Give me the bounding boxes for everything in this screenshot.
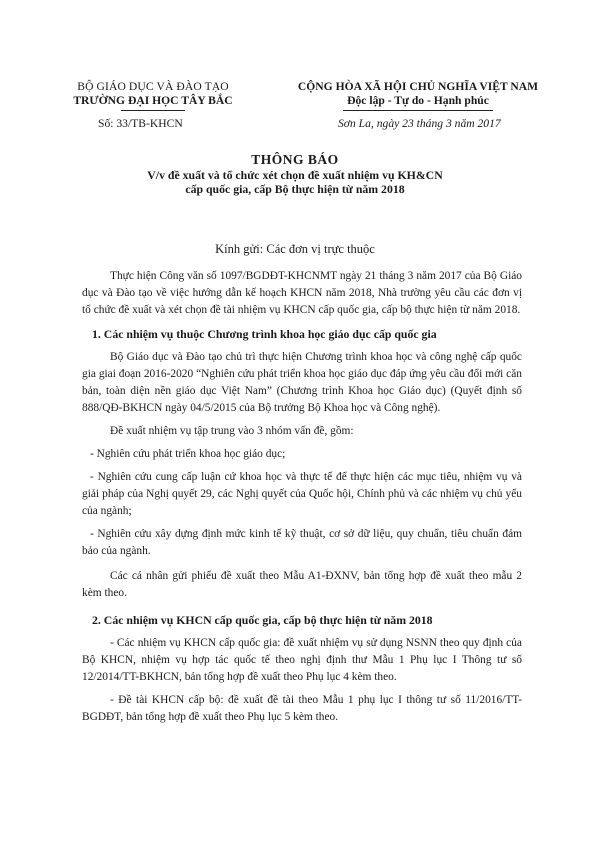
section-2-paragraph-1: - Các nhiệm vụ KHCN cấp quốc gia: đề xuất nhiệm vụ sử dụng NSNN theo quy định của Bộ KHCN, nhiệm vụ hợp tác quốc tế theo nghị định thư Mẫu 1 Phụ lục I Thông tư số 12/2014/TT-BKHCN, bản tổng hợp đề xuất theo Phụ lục 4 kèm theo. <box>82 637 522 683</box>
section-1-paragraph-2: Đề xuất nhiệm vụ tập trung vào 3 nhóm vấn đề, gồm: <box>110 425 354 437</box>
state-block <box>268 80 568 111</box>
salutation: Kính gửi: Các đơn vị trực thuộc <box>215 242 375 256</box>
issuer-block <box>58 80 248 111</box>
document-date: Sơn La, ngày 23 tháng 3 năm 2017 <box>338 117 501 130</box>
section-1-paragraph-3: Các cá nhân gửi phiếu đề xuất theo Mẫu A1-ĐXNV, bản tổng hợp đề xuất theo mẫu 2 kèm theo. <box>82 570 522 599</box>
title-block <box>0 152 590 196</box>
section-1-paragraph-1: Bộ Giáo dục và Đào tạo chủ trì thực hiện Chương trình khoa học và công nghệ cấp quốc gia giai đoạn 2016-2020 “Nghiên cứu phát triển khoa học giáo dục đáp ứng yêu cầu đổi mới căn bản, toàn diện nền giáo dục Việt Nam” (Chương trình Khoa học Giáo dục) (Quyết định số 888/QĐ-BKHCN ngày 04/5/2015 của Bộ trưởng Bộ Khoa học và Công nghệ). <box>82 351 522 414</box>
section-1-bullet-3: - Nghiên cứu xây dựng định mức kinh tế kỹ thuật, cơ sở dữ liệu, quy chuẩn, tiêu chuẩn đảm bảo của ngành. <box>82 528 522 557</box>
section-2-paragraph-2: - Đề tài KHCN cấp bộ: đề xuất đề tài theo Mẫu 1 phụ lục I thông tư số 11/2016/TT-BGDĐT, bản tổng hợp đề xuất theo Phụ lục 5 kèm theo. <box>82 694 522 723</box>
section-2-heading: 2. Các nhiệm vụ KHCN cấp quốc gia, cấp bộ thực hiện từ năm 2018 <box>92 613 433 627</box>
state-name: CỘNG HÒA XÃ HỘI CHỦ NGHĨA VIỆT NAM <box>297 80 539 93</box>
motto-underline <box>343 110 493 111</box>
state-motto: Độc lập - Tự do - Hạnh phúc <box>347 94 489 107</box>
document-subject-line-2: cấp quốc gia, cấp Bộ thực hiện từ năm 2018 <box>185 182 405 196</box>
document-body <box>82 268 522 726</box>
school-name: TRƯỜNG ĐẠI HỌC TÂY BẮC <box>73 94 233 107</box>
intro-paragraph: Thực hiện Công văn số 1097/BGDĐT-KHCNMT ngày 21 tháng 3 năm 2017 của Bộ Giáo dục và Đào tạo về việc hướng dẫn kế hoạch KHCN năm 2018, Nhà trường yêu cầu các đơn vị tổ chức đề xuất và xét chọn đề tài nhiệm vụ KHCN cấp quốc gia, cấp bộ thực hiện từ năm 2018. <box>82 270 522 316</box>
issuer-underline <box>121 110 185 111</box>
ministry-name: BỘ GIÁO DỤC VÀ ĐÀO TẠO <box>77 80 229 93</box>
document-title: THÔNG BÁO <box>251 152 339 167</box>
section-1-heading: 1. Các nhiệm vụ thuộc Chương trình khoa học giáo dục cấp quốc gia <box>92 327 437 341</box>
document-number: Số: 33/TB-KHCN <box>98 117 183 130</box>
section-1-bullet-2: - Nghiên cứu cung cấp luận cứ khoa học và thực tế để thực hiện các mục tiêu, nhiệm vụ và giải pháp của Nghị quyết 29, các Nghị quyết của Quốc hội, Chính phủ và các nhiệm vụ chủ yếu của ngành; <box>82 471 522 517</box>
section-1-bullet-1: - Nghiên cứu phát triển khoa học giáo dục; <box>90 448 286 460</box>
document-subject-line-1: V/v đề xuất và tổ chức xét chọn đề xuất nhiệm vụ KH&CN <box>147 168 443 182</box>
